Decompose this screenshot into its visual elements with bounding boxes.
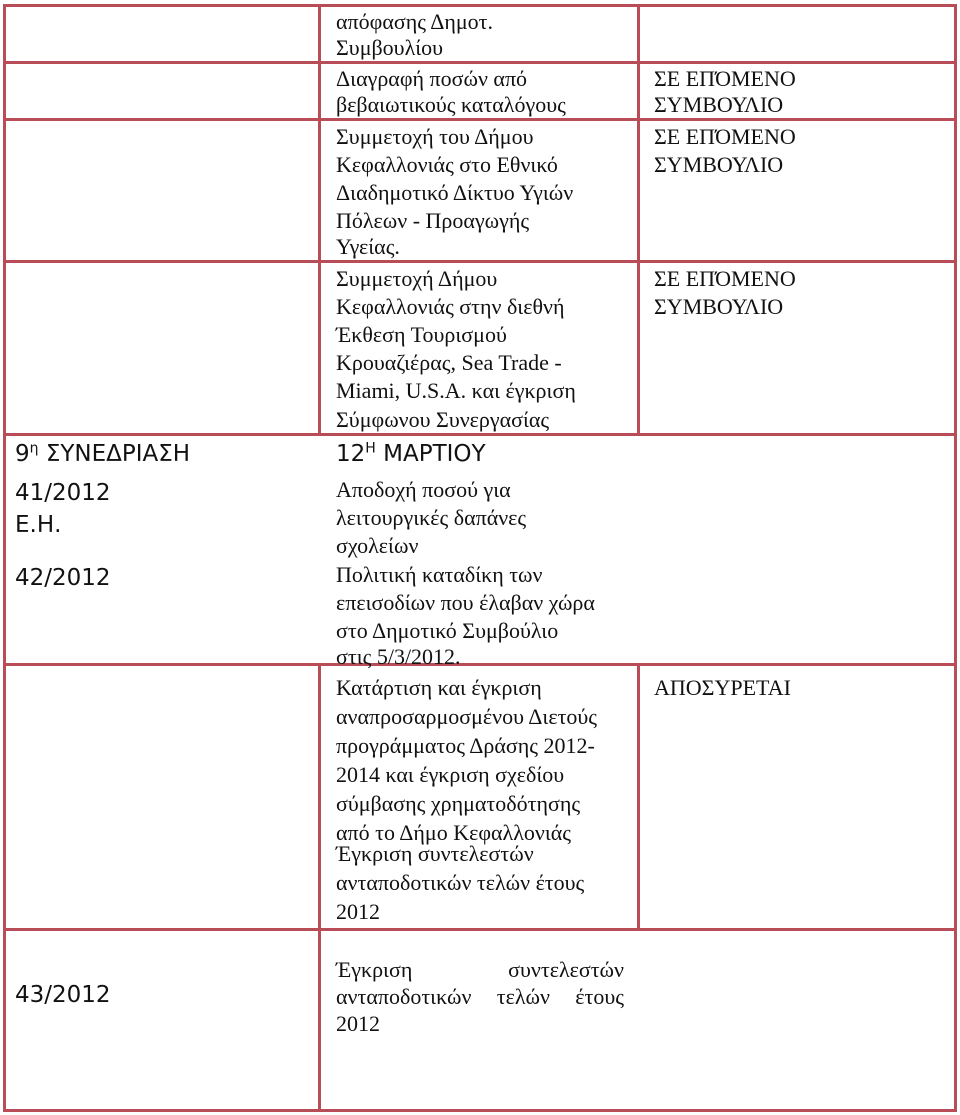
subject-line: Συμμετοχή Δήμου	[336, 266, 498, 291]
status-line: ΑΠΟΣΥΡΕΤΑΙ	[654, 675, 791, 700]
subject-line: 2012	[336, 899, 380, 924]
subject-line: Συμβουλίου	[336, 35, 444, 60]
subject-line: Κεφαλλονιάς στην διεθνή	[336, 294, 565, 319]
status-line: ΣΕ ΕΠΌΜΕΝΟ	[654, 66, 796, 91]
session-number: 9	[15, 441, 30, 467]
subject-line: Κατάρτιση και έγκριση	[336, 675, 542, 700]
subject-line: Έκθεση Τουρισμού	[336, 322, 507, 347]
table-border-bottom	[3, 1109, 957, 1112]
subject-line: απόφασης Δημοτ.	[336, 9, 494, 34]
subject-line: βεβαιωτικούς καταλόγους	[336, 92, 566, 117]
row-divider	[3, 663, 957, 666]
subject-line: λειτουργικές δαπάνες	[336, 505, 527, 530]
row-divider	[3, 260, 957, 263]
date-month: ΜΑΡΤΙΟΥ	[383, 441, 486, 467]
subject-line: προγράμματος Δράσης 2012-	[336, 733, 595, 758]
decision-number: 43/2012	[15, 982, 111, 1008]
subject-line: Έγκριση συντελεστών	[336, 841, 534, 866]
session-label: ΣΥΝΕΔΡΙΑΣΗ	[45, 441, 191, 467]
subject-line: Διαδημοτικό Δίκτυο Υγιών	[336, 180, 574, 205]
subject-line: 2014 και έγκριση σχεδίου	[336, 762, 565, 787]
subject-line: Έγκριση συντελεστών	[336, 957, 624, 982]
subject-line: σύμβασης χρηματοδότησης	[336, 791, 581, 816]
subject-line: επεισοδίων που έλαβαν χώρα	[336, 590, 595, 615]
column-divider-number	[318, 666, 321, 1112]
status-line: ΣΕ ΕΠΌΜΕΝΟ	[654, 266, 796, 291]
column-divider-number	[318, 4, 321, 436]
subject-line: αναπροσαρμοσμένου Διετούς	[336, 704, 598, 729]
subject-line: σχολείων	[336, 533, 419, 558]
table-border-top	[3, 4, 957, 7]
subject-line: 2012	[336, 1011, 380, 1036]
session-heading	[15, 439, 190, 469]
status-line: ΣΥΜΒΟΥΛΙΟ	[654, 152, 784, 177]
table-border-right	[954, 4, 957, 1112]
subject-line: ανταποδοτικών τελών έτους	[336, 984, 624, 1009]
decision-number-suffix: Ε.Η.	[15, 512, 62, 538]
decision-number: 42/2012	[15, 565, 111, 591]
subject-line: Σύμφωνου Συνεργασίας	[336, 407, 550, 432]
subject-line: Αποδοχή ποσού για	[336, 477, 511, 502]
table-border-left	[3, 4, 6, 1112]
subject-line: στις 5/3/2012.	[336, 644, 461, 669]
subject-line: Κεφαλλονιάς στο Εθνικό	[336, 152, 558, 177]
column-divider-subject	[637, 4, 640, 436]
subject-line: Miami, U.S.A. και έγκριση	[336, 378, 576, 403]
session-superscript: η	[29, 440, 39, 457]
subject-line: από το Δήμο Κεφαλλονιάς	[336, 820, 571, 845]
subject-line: Συμμετοχή του Δήμου	[336, 124, 534, 149]
row-divider	[3, 61, 957, 64]
date-day: 12	[336, 441, 366, 467]
status-line: ΣΕ ΕΠΌΜΕΝΟ	[654, 124, 796, 149]
subject-line: στο Δημοτικό Συμβούλιο	[336, 618, 559, 643]
row-divider	[3, 928, 957, 931]
subject-line: Διαγραφή ποσών από	[336, 66, 528, 91]
column-divider-subject	[637, 666, 640, 931]
subject-line: ανταποδοτικών τελών έτους	[336, 870, 585, 895]
subject-line: Πόλεων - Προαγωγής	[336, 208, 530, 233]
subject-line: Κρουαζιέρας, Sea Trade -	[336, 350, 562, 375]
subject-line: Πολιτική καταδίκη των	[336, 562, 543, 587]
subject-line: Υγείας.	[336, 234, 400, 259]
status-line: ΣΥΜΒΟΥΛΙΟ	[654, 294, 784, 319]
meeting-date	[336, 439, 486, 469]
date-superscript: Η	[365, 440, 376, 457]
status-line: ΣΥΜΒΟΥΛΙΟ	[654, 92, 784, 117]
decision-number: 41/2012	[15, 480, 111, 506]
